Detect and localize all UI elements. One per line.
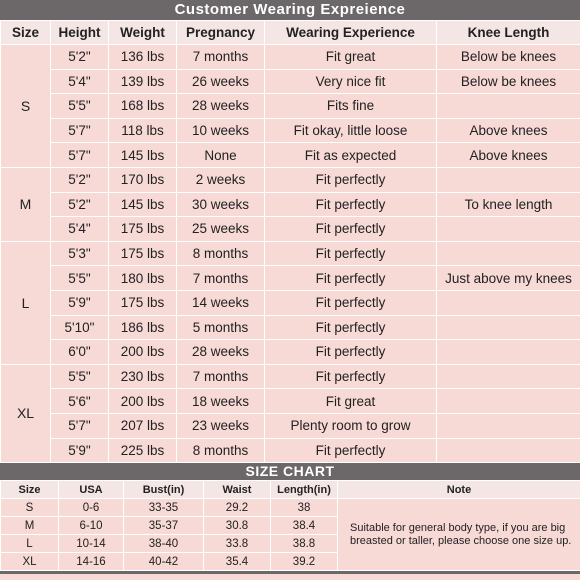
cell-height: 5'2" [51, 167, 109, 192]
cell-wearing-experience: Fit perfectly [265, 290, 437, 315]
cell-knee-length: Below be knees [437, 69, 580, 94]
size-chart-body [1, 499, 580, 571]
cell-knee-length [437, 315, 580, 340]
cell-wearing-experience: Fit okay, little loose [265, 118, 437, 143]
experience-row [1, 94, 580, 119]
cell-weight: 200 lbs [109, 389, 177, 414]
experience-row [1, 192, 580, 217]
cell-height: 5'2" [51, 192, 109, 217]
size-chart-title: SIZE CHART [0, 463, 580, 480]
cell-pregnancy: 2 weeks [177, 167, 265, 192]
cell-knee-length: Below be knees [437, 45, 580, 70]
cell-weight: 139 lbs [109, 69, 177, 94]
cell-wearing-experience: Fit perfectly [265, 315, 437, 340]
experience-row [1, 118, 580, 143]
cell-wearing-experience: Fit perfectly [265, 241, 437, 266]
cell-height: 5'10" [51, 315, 109, 340]
experience-row [1, 290, 580, 315]
chart-cell-size: S [1, 499, 59, 517]
chart-cell-waist: 29.2 [204, 499, 271, 517]
experience-row [1, 389, 580, 414]
cell-pregnancy: 5 months [177, 315, 265, 340]
experience-title: Customer Wearing Expreience [0, 0, 580, 20]
cell-pregnancy: 8 months [177, 241, 265, 266]
cell-weight: 168 lbs [109, 94, 177, 119]
cell-pregnancy: 10 weeks [177, 118, 265, 143]
cell-wearing-experience: Fit perfectly [265, 340, 437, 365]
cell-height: 5'9" [51, 290, 109, 315]
chart-header-size: Size [1, 481, 59, 499]
cell-weight: 207 lbs [109, 413, 177, 438]
size-chart-header-row [1, 481, 580, 499]
chart-cell-bust: 40-42 [124, 553, 204, 571]
chart-cell-length: 38.4 [271, 517, 338, 535]
experience-row [1, 438, 580, 463]
cell-weight: 118 lbs [109, 118, 177, 143]
cell-height: 5'7" [51, 143, 109, 168]
experience-header-row [1, 21, 580, 45]
cell-pregnancy: 7 months [177, 266, 265, 291]
chart-cell-bust: 38-40 [124, 535, 204, 553]
chart-cell-length: 38.8 [271, 535, 338, 553]
chart-cell-size: L [1, 535, 59, 553]
cell-wearing-experience: Fits fine [265, 94, 437, 119]
cell-height: 6'0" [51, 340, 109, 365]
cell-height: 5'3" [51, 241, 109, 266]
experience-body [1, 45, 580, 463]
experience-row [1, 413, 580, 438]
size-chart-table [0, 480, 580, 571]
header-height: Height [51, 21, 109, 45]
cell-height: 5'4" [51, 69, 109, 94]
chart-header-bust: Bust(in) [124, 481, 204, 499]
experience-row [1, 364, 580, 389]
cell-weight: 175 lbs [109, 241, 177, 266]
bottom-band [0, 571, 580, 574]
cell-weight: 175 lbs [109, 217, 177, 242]
cell-height: 5'5" [51, 94, 109, 119]
cell-wearing-experience: Fit perfectly [265, 364, 437, 389]
chart-cell-bust: 35-37 [124, 517, 204, 535]
cell-height: 5'5" [51, 364, 109, 389]
cell-weight: 186 lbs [109, 315, 177, 340]
cell-wearing-experience: Very nice fit [265, 69, 437, 94]
cell-weight: 136 lbs [109, 45, 177, 70]
cell-weight: 200 lbs [109, 340, 177, 365]
cell-height: 5'7" [51, 413, 109, 438]
cell-wearing-experience: Fit perfectly [265, 192, 437, 217]
experience-row [1, 266, 580, 291]
cell-wearing-experience: Fit great [265, 45, 437, 70]
chart-cell-length: 38 [271, 499, 338, 517]
chart-header-usa: USA [59, 481, 124, 499]
cell-knee-length: To knee length [437, 192, 580, 217]
cell-weight: 145 lbs [109, 143, 177, 168]
cell-height: 5'2" [51, 45, 109, 70]
experience-row [1, 167, 580, 192]
cell-weight: 225 lbs [109, 438, 177, 463]
experience-row [1, 217, 580, 242]
chart-cell-size: M [1, 517, 59, 535]
cell-wearing-experience: Fit perfectly [265, 266, 437, 291]
cell-height: 5'4" [51, 217, 109, 242]
chart-cell-usa: 10-14 [59, 535, 124, 553]
cell-height: 5'9" [51, 438, 109, 463]
cell-pregnancy: 18 weeks [177, 389, 265, 414]
cell-height: 5'5" [51, 266, 109, 291]
header-knee-length: Knee Length [437, 21, 580, 45]
cell-pregnancy: 25 weeks [177, 217, 265, 242]
chart-cell-waist: 30.8 [204, 517, 271, 535]
cell-weight: 180 lbs [109, 266, 177, 291]
size-chart-row [1, 499, 580, 517]
cell-pregnancy: 23 weeks [177, 413, 265, 438]
experience-row [1, 143, 580, 168]
cell-knee-length [437, 167, 580, 192]
chart-header-note: Note [338, 481, 580, 499]
cell-wearing-experience: Fit great [265, 389, 437, 414]
header-wearing-experience: Wearing Experience [265, 21, 437, 45]
cell-knee-length [437, 290, 580, 315]
chart-header-waist: Waist [204, 481, 271, 499]
wearing-experience-table [0, 20, 580, 463]
chart-cell-usa: 6-10 [59, 517, 124, 535]
size-group-label: XL [1, 364, 51, 462]
cell-pregnancy: 7 months [177, 364, 265, 389]
experience-row [1, 315, 580, 340]
cell-weight: 145 lbs [109, 192, 177, 217]
cell-knee-length: Just above my knees [437, 266, 580, 291]
chart-cell-waist: 35.4 [204, 553, 271, 571]
chart-cell-usa: 0-6 [59, 499, 124, 517]
chart-cell-waist: 33.8 [204, 535, 271, 553]
header-pregnancy: Pregnancy [177, 21, 265, 45]
cell-weight: 175 lbs [109, 290, 177, 315]
chart-cell-bust: 33-35 [124, 499, 204, 517]
cell-knee-length [437, 413, 580, 438]
size-group-label: S [1, 45, 51, 168]
cell-pregnancy: 8 months [177, 438, 265, 463]
cell-knee-length [437, 94, 580, 119]
cell-pregnancy: 28 weeks [177, 94, 265, 119]
cell-knee-length [437, 241, 580, 266]
cell-knee-length [437, 217, 580, 242]
size-chart-note: Suitable for general body type, if you are big breasted or taller, please choose one size up. [338, 499, 580, 571]
cell-pregnancy: 30 weeks [177, 192, 265, 217]
chart-cell-size: XL [1, 553, 59, 571]
header-weight: Weight [109, 21, 177, 45]
chart-cell-usa: 14-16 [59, 553, 124, 571]
experience-row [1, 241, 580, 266]
cell-height: 5'6" [51, 389, 109, 414]
cell-wearing-experience: Fit perfectly [265, 217, 437, 242]
experience-row [1, 45, 580, 70]
cell-knee-length: Above knees [437, 143, 580, 168]
header-size: Size [1, 21, 51, 45]
cell-pregnancy: 14 weeks [177, 290, 265, 315]
experience-row [1, 69, 580, 94]
cell-knee-length [437, 389, 580, 414]
chart-header-length: Length(in) [271, 481, 338, 499]
cell-height: 5'7" [51, 118, 109, 143]
cell-wearing-experience: Fit perfectly [265, 438, 437, 463]
cell-wearing-experience: Fit as expected [265, 143, 437, 168]
cell-knee-length: Above knees [437, 118, 580, 143]
cell-wearing-experience: Fit perfectly [265, 167, 437, 192]
cell-weight: 230 lbs [109, 364, 177, 389]
cell-knee-length [437, 364, 580, 389]
experience-row [1, 340, 580, 365]
size-group-label: M [1, 167, 51, 241]
size-group-label: L [1, 241, 51, 364]
cell-knee-length [437, 340, 580, 365]
cell-weight: 170 lbs [109, 167, 177, 192]
cell-knee-length [437, 438, 580, 463]
cell-pregnancy: 7 months [177, 45, 265, 70]
cell-pregnancy: 28 weeks [177, 340, 265, 365]
cell-pregnancy: 26 weeks [177, 69, 265, 94]
chart-cell-length: 39.2 [271, 553, 338, 571]
cell-pregnancy: None [177, 143, 265, 168]
cell-wearing-experience: Plenty room to grow [265, 413, 437, 438]
